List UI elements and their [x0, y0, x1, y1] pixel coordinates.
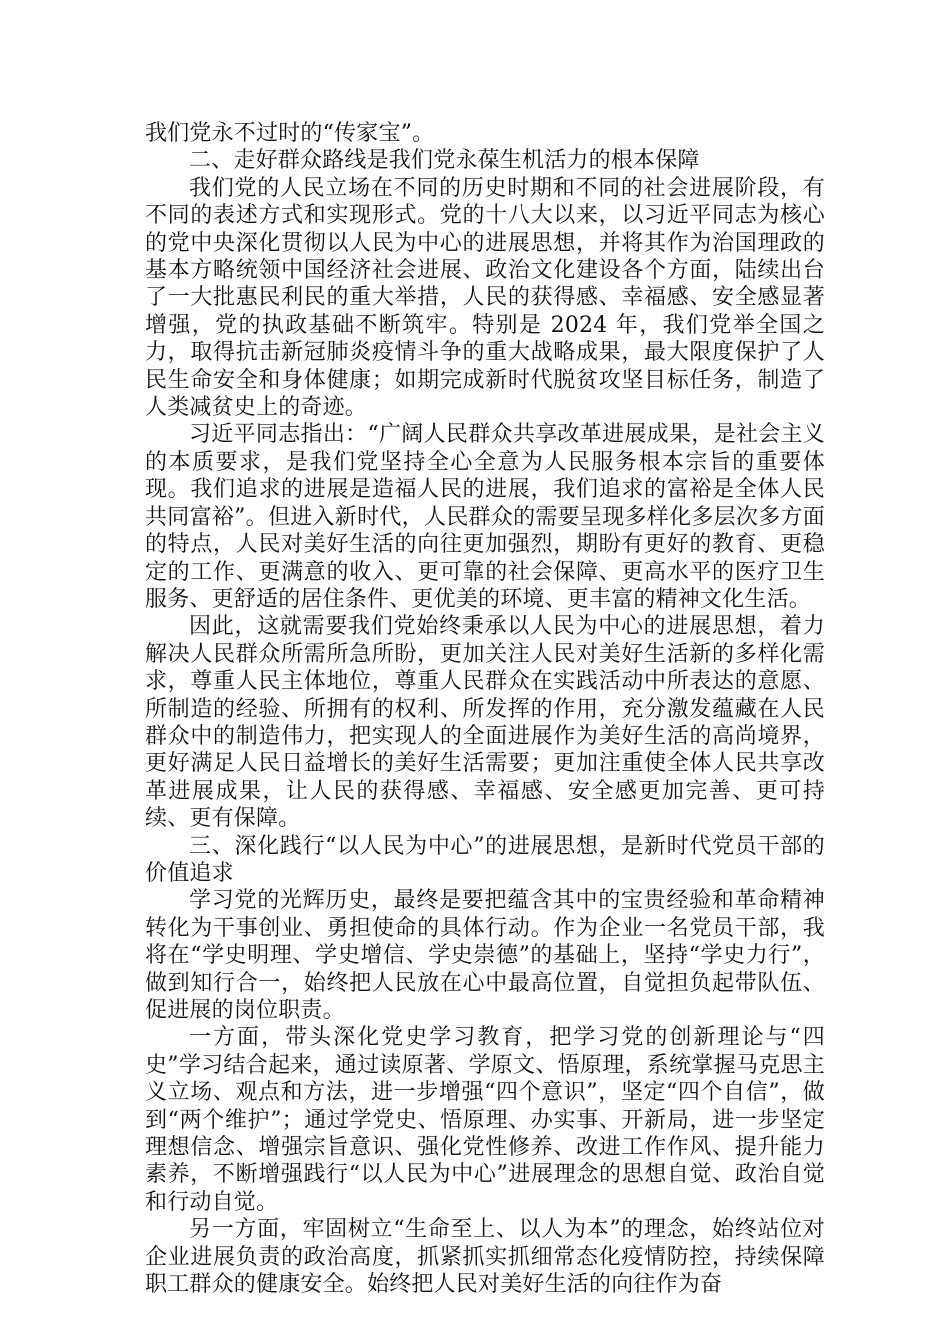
section-heading-3: 三、深化践行“以人民为中心”的进展思想，是新时代党员干部的价值追求	[145, 833, 825, 886]
paragraph: 一方面，带头深化党史学习教育，把学习党的创新理论与“四史”学习结合起来，通过读原著、学原文、悟原理，系统掌握马克思主义立场、观点和方法，进一步增强“四个意识”，坚定“四个自信”，做到“两个维护”；通过学党史、悟原理、办实事、开新局，进一步坚定理想信念、增强宗旨意识、强化党性修养、改进工作作风、提升能力素养，不断增强践行“以人民为中心”进展理念的思想自觉、政治自觉和行动自觉。	[145, 1025, 825, 1215]
paragraph: 因此，这就需要我们党始终秉承以人民为中心的进展思想，着力解决人民群众所需所急所盼，更加关注人民对美好生活新的多样化需求，尊重人民主体地位，尊重人民群众在实践活动中所表达的意愿、所制造的经验、所拥有的权利、所发挥的作用，充分激发蕴藏在人民群众中的制造伟力，把实现人的全面进展作为美好生活的高尚境界，更好满足人民日益增长的美好生活需要；更加注重使全体人民共享改革进展成果，让人民的获得感、幸福感、安全感更加完善、更可持续、更有保障。	[145, 614, 825, 832]
section-heading-2: 二、走好群众路线是我们党永葆生机活力的根本保障	[189, 148, 700, 174]
paragraph-continuation: 我们党永不过时的“传家宝”。	[145, 121, 435, 146]
paragraph: 另一方面，牢固树立“生命至上、以人为本”的理念，始终站位对企业进展负责的政治高度，抓紧抓实抓细常态化疫情防控，持续保障职工群众的健康安全。始终把人民对美好生活的向往作为奋	[145, 1217, 825, 1298]
paragraph: 我们党的人民立场在不同的历史时期和不同的社会进展阶段，有不同的表述方式和实现形式。党的十八大以来，以习近平同志为核心的党中央深化贯彻以人民为中心的进展思想，并将其作为治国理政的基本方略统领中国经济社会进展、政治文化建设各个方面，陆续出台了一大批惠民利民的重大举措，人民的获得感、幸福感、安全感显著增强，党的执政基础不断筑牢。特别是 2024 年，我们党举全国之力，取得抗击新冠肺炎疫情斗争的重大战略成果，最大限度保护了人民生命安全和身体健康；如期完成新时代脱贫攻坚目标任务，制造了人类减贫史上的奇迹。	[145, 175, 825, 421]
paragraph: 习近平同志指出：“广阔人民群众共享改革进展成果，是社会主义的本质要求，是我们党坚持全心全意为人民服务根本宗旨的重要体现。我们追求的进展是造福人民的进展，我们追求的富裕是全体人民共同富裕”。但进入新时代，人民群众的需要呈现多样化多层次多方面的特点，人民对美好生活的向往更加强烈，期盼有更好的教育、更稳定的工作、更满意的收入、更可靠的社会保障、更高水平的医疗卫生服务、更舒适的居住条件、更优美的环境、更丰富的精神文化生活。	[145, 422, 825, 612]
paragraph: 学习党的光辉历史，最终是要把蕴含其中的宝贵经验和革命精神转化为干事创业、勇担使命的具体行动。作为企业一名党员干部，我将在“学史明理、学史增信、学史崇德”的基础上，坚持“学史力行”，做到知行合一，始终把人民放在心中最高位置，自觉担负起带队伍、促进展的岗位职责。	[145, 888, 825, 1023]
document-body	[145, 120, 825, 1298]
